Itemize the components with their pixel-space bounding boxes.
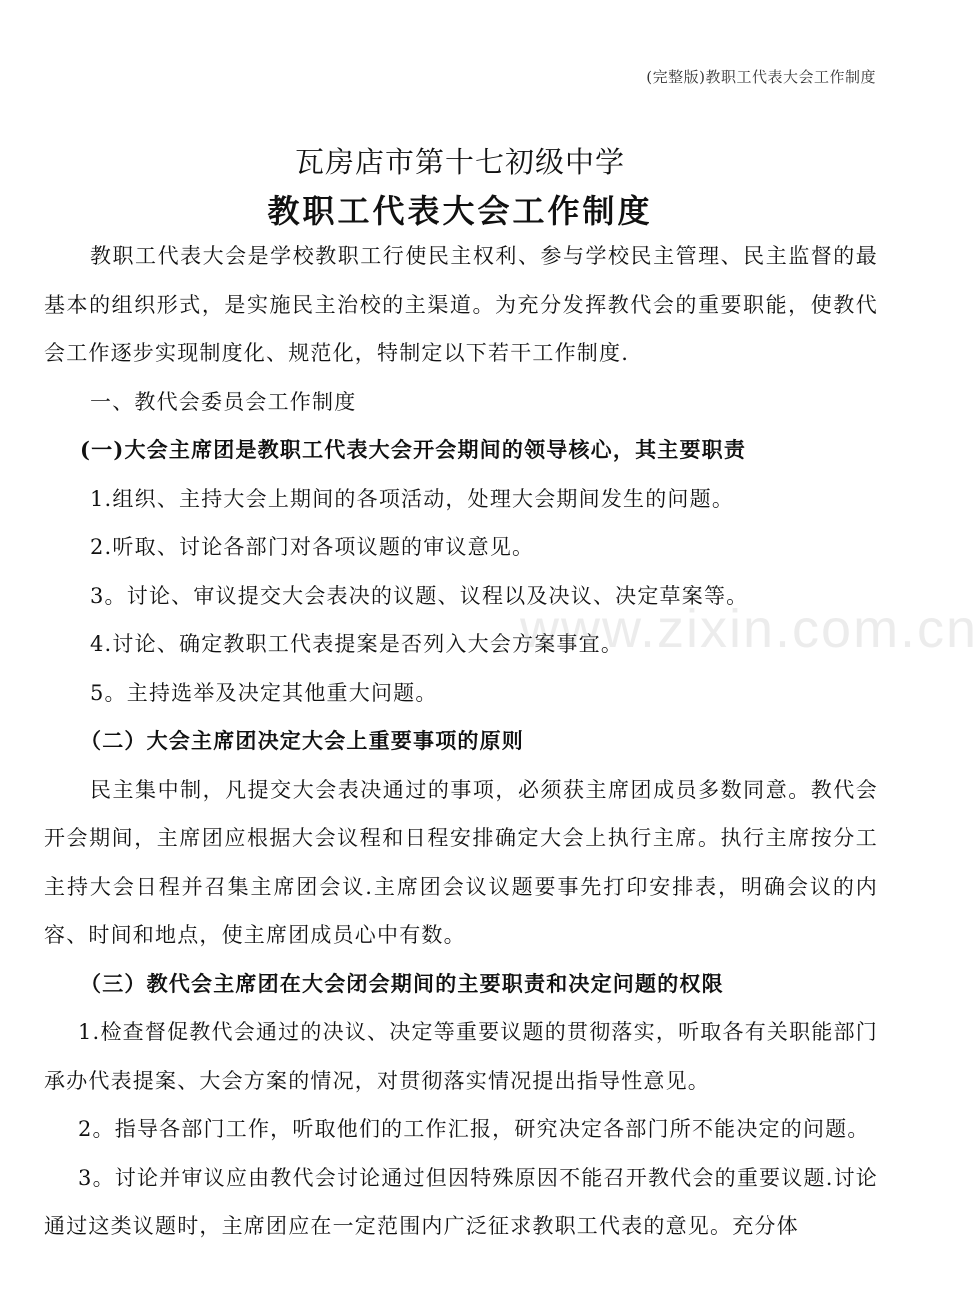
document-body (44, 232, 878, 1251)
school-name: 瓦房店市第十七初级中学 (294, 145, 625, 179)
intro-paragraph: 教职工代表大会是学校教职工行使民主权利、参与学校民主管理、民主监督的最基本的组织形式，是实施民主治校的主渠道。为充分发挥教代会的重要职能，使教代会工作逐步实现制度化、规范化，特制定以下若干工作制度. (44, 244, 878, 365)
section-heading: 一、教代会委员会工作制度 (90, 389, 357, 414)
list-item: 3。讨论、审议提交大会表决的议题、议程以及决议、决定草案等。 (90, 583, 749, 608)
sub-heading-3: （三）教代会主席团在大会闭会期间的主要职责和决定问题的权限 (80, 970, 724, 996)
watermark: www.zixin.com.cn (520, 599, 978, 659)
document-title: 教职工代表大会工作制度 (267, 192, 653, 230)
body-paragraph: 民主集中制，凡提交大会表决通过的事项，必须获主席团成员多数同意。教代会开会期间，主席团应根据大会议程和日程安排确定大会上执行主席。执行主席按分工主持大会日程并召集主席团会议.主席团会议议题要事先打印安排表，明确会议的内容、时间和地点，使主席团成员心中有数。 (44, 777, 878, 947)
list-item: 2。指导各部门工作，听取他们的工作汇报，研究决定各部门所不能决定的问题。 (78, 1117, 870, 1141)
sub-heading-1: (一)大会主席团是教职工代表大会开会期间的领导核心，其主要职责 (80, 437, 747, 462)
sub-heading-2: （二）大会主席团决定大会上重要事项的原则 (80, 728, 524, 753)
list-item: 3。讨论并审议应由教代会讨论通过但因特殊原因不能召开教代会的重要议题.讨论通过这类议题时，主席团应在一定范围内广泛征求教职工代表的意见。充分体 (44, 1165, 878, 1238)
list-item: 5。主持选举及决定其他重大问题。 (90, 680, 438, 705)
list-item: 2.听取、讨论各部门对各项议题的审议意见。 (90, 535, 535, 559)
header-note: (完整版)教职工代表大会工作制度 (646, 68, 876, 86)
list-item: 1.检查督促教代会通过的决议、决定等重要议题的贯彻落实，听取各有关职能部门承办代表提案、大会方案的情况，对贯彻落实情况提出指导性意见。 (44, 1020, 878, 1093)
list-item: 1.组织、主持大会上期间的各项活动，处理大会期间发生的问题。 (90, 486, 735, 511)
list-item: 4.讨论、确定教职工代表提案是否列入大会方案事宜。 (90, 632, 624, 656)
